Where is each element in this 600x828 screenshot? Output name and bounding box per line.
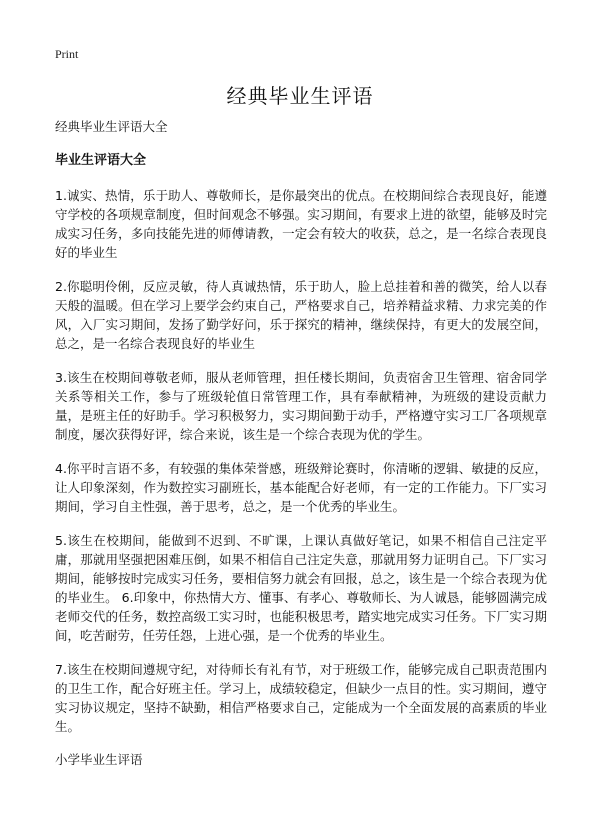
paragraph-4: 4.你平时言语不多，有较强的集体荣誉感，班级辩论赛时，你清晰的逻辑、敏捷的反应，让人印象深刻，作为数控实习副班长，基本能配合好老师，有一定的工作能力。下厂实习期间，学习自主性强，善于思考，总之，是一个优秀的毕业生。 <box>55 461 547 514</box>
article-body <box>55 118 547 769</box>
paragraph-5: 5.该生在校期间，能做到不迟到、不旷课，上课认真做好笔记，如果不相信自己注定平庸，那就用坚强把困难压倒，如果不相信自己注定失意，那就用努力证明自己。下厂实习期间，能够按时完成实习任务，要相信努力就会有回报，总之，该生是一个综合表现为优的毕业生。 6.印象中，你热情大方、懂事、有孝心、尊敬师长、为人诚恳，能够圆满完成老师交代的任务，数控高级工实习时，也能积极思考，踏实地完成实习任务。下厂实习期间，吃苦耐劳，任劳任怨，上进心强，是一个优秀的毕业生。 <box>55 533 547 643</box>
paragraph-6: 7.该生在校期间遵规守纪，对待师长有礼有节，对于班级工作，能够完成自己职责范围内的卫生工作，配合好班主任。学习上，成绩较稳定，但缺少一点目的性。实习期间，遵守实习协议规定，坚持不缺勤，相信严格要求自己，定能成为一个全面发展的高素质的毕业生。 <box>55 662 547 734</box>
paragraph-3: 3.该生在校期间尊敬老师，服从老师管理，担任楼长期间，负责宿舍卫生管理、宿舍同学关系等相关工作，参与了班级轮值日常管理工作，具有奉献精神，为班级的建设贡献力量，是班主任的好助手。学习积极努力，实习期间勤于动手，严格遵守实习工厂各项规章制度，屡次获得好评，综合来说，该生是一个综合表现为优的学生。 <box>55 370 547 442</box>
page-title: 经典毕业生评语 <box>226 84 374 108</box>
print-link[interactable]: Print <box>55 47 79 61</box>
section-heading: 毕业生评语大全 <box>55 153 147 168</box>
paragraph-2: 2.你聪明伶俐，反应灵敏，待人真诚热情，乐于助人，脸上总挂着和善的微笑，给人以春天般的温暖。但在学习上要学会约束自己，严格要求自己，培养精益求精、力求完美的作风，入厂实习期间，发扬了勤学好问，乐于探究的精神，继续保持，有更大的发展空间，总之，是一名综合表现良好的毕业生 <box>55 279 547 351</box>
paragraph-1: 1.诚实、热情，乐于助人、尊敬师长，是你最突出的优点。在校期间综合表现良好，能遵守学校的各项规章制度，但时间观念不够强。实习期间，有要求上进的欲望，能够及时完成实习任务，多向技能先进的师傅请教，一定会有较大的收获，总之，是一名综合表现良好的毕业生 <box>55 188 547 260</box>
footer-heading: 小学毕业生评语 <box>55 752 143 767</box>
subtitle: 经典毕业生评语大全 <box>55 119 168 134</box>
